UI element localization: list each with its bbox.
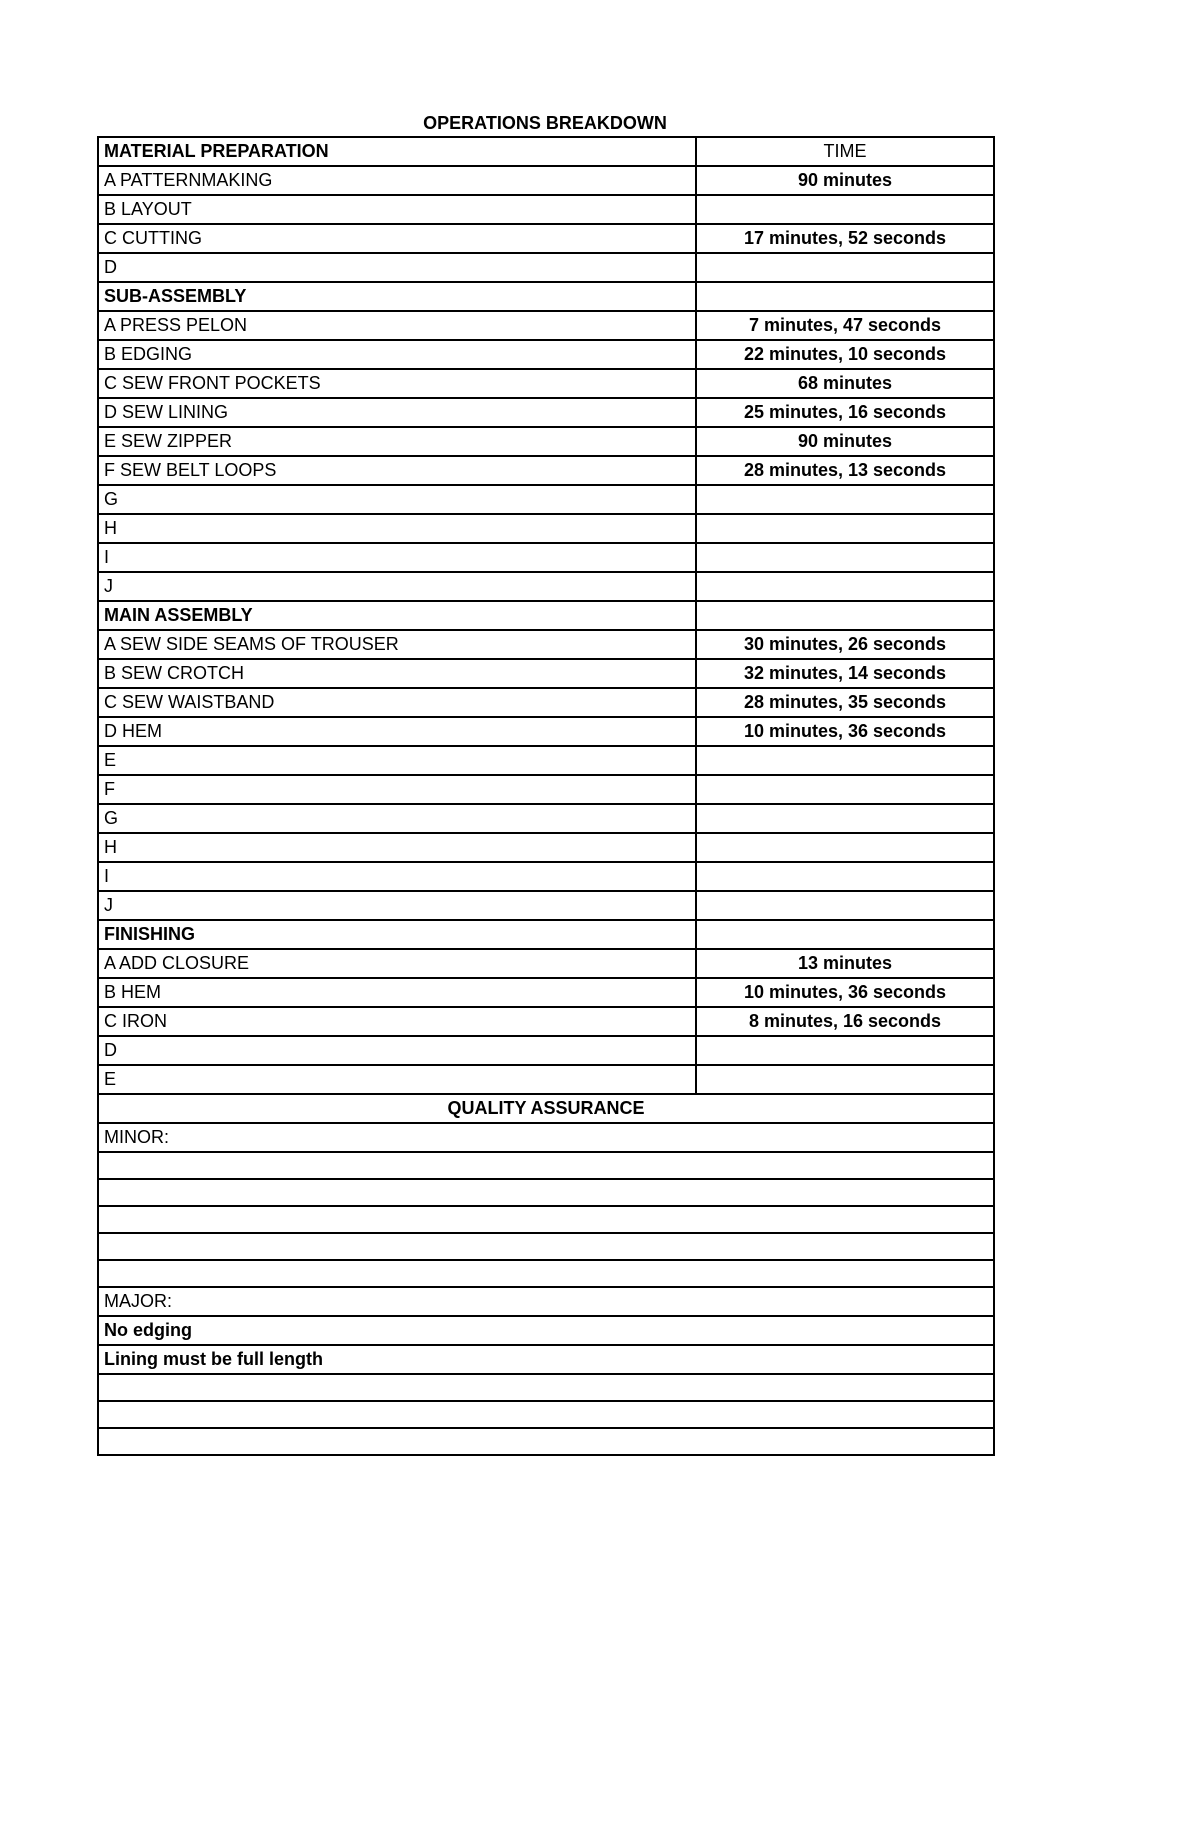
- time-cell[interactable]: [696, 804, 994, 833]
- table-row: [98, 340, 994, 369]
- operation-cell[interactable]: E SEW ZIPPER: [98, 427, 696, 456]
- operation-cell[interactable]: I: [98, 862, 696, 891]
- time-cell[interactable]: 90 minutes: [696, 427, 994, 456]
- operation-cell[interactable]: D SEW LINING: [98, 398, 696, 427]
- time-cell[interactable]: 28 minutes, 13 seconds: [696, 456, 994, 485]
- operation-cell[interactable]: J: [98, 891, 696, 920]
- time-cell[interactable]: 25 minutes, 16 seconds: [696, 398, 994, 427]
- operation-cell[interactable]: E: [98, 746, 696, 775]
- qa-row: [98, 1428, 994, 1455]
- qa-row: [98, 1316, 994, 1345]
- table-row: [98, 224, 994, 253]
- table-row: [98, 1007, 994, 1036]
- operation-cell[interactable]: A PRESS PELON: [98, 311, 696, 340]
- qa-note-cell[interactable]: MAJOR:: [98, 1287, 994, 1316]
- qa-row: [98, 1233, 994, 1260]
- qa-note-cell[interactable]: [98, 1152, 994, 1179]
- table-row: [98, 1065, 994, 1094]
- time-cell[interactable]: 10 minutes, 36 seconds: [696, 978, 994, 1007]
- table-row: [98, 978, 994, 1007]
- page-title: OPERATIONS BREAKDOWN: [423, 113, 667, 133]
- time-cell[interactable]: [696, 746, 994, 775]
- qa-row: [98, 1123, 994, 1152]
- time-cell[interactable]: 30 minutes, 26 seconds: [696, 630, 994, 659]
- table-row: [98, 282, 994, 311]
- time-cell[interactable]: [696, 572, 994, 601]
- qa-row: [98, 1206, 994, 1233]
- qa-note-cell[interactable]: MINOR:: [98, 1123, 994, 1152]
- table-row: [98, 456, 994, 485]
- operation-cell[interactable]: G: [98, 485, 696, 514]
- operation-cell[interactable]: B HEM: [98, 978, 696, 1007]
- operation-cell[interactable]: C SEW FRONT POCKETS: [98, 369, 696, 398]
- table-row: [98, 833, 994, 862]
- operation-cell[interactable]: A PATTERNMAKING: [98, 166, 696, 195]
- table-row: [98, 688, 994, 717]
- time-cell[interactable]: [696, 514, 994, 543]
- operation-cell[interactable]: MAIN ASSEMBLY: [98, 601, 696, 630]
- operation-cell[interactable]: C SEW WAISTBAND: [98, 688, 696, 717]
- table-row: [98, 949, 994, 978]
- qa-row: [98, 1287, 994, 1316]
- time-cell[interactable]: [696, 601, 994, 630]
- header-material-preparation[interactable]: MATERIAL PREPARATION: [98, 137, 696, 166]
- table-row: [98, 891, 994, 920]
- time-cell[interactable]: 90 minutes: [696, 166, 994, 195]
- operation-cell[interactable]: G: [98, 804, 696, 833]
- table-row: [98, 804, 994, 833]
- operations-table: [97, 136, 995, 1456]
- time-cell[interactable]: [696, 1065, 994, 1094]
- table-row: [98, 1036, 994, 1065]
- time-cell[interactable]: [696, 891, 994, 920]
- table-row: [98, 398, 994, 427]
- table-row: [98, 514, 994, 543]
- table-row: [98, 862, 994, 891]
- table-row: [98, 775, 994, 804]
- table-row: [98, 195, 994, 224]
- qa-note-cell[interactable]: [98, 1233, 994, 1260]
- qa-row: [98, 1345, 994, 1374]
- time-cell[interactable]: 10 minutes, 36 seconds: [696, 717, 994, 746]
- table-row: [98, 572, 994, 601]
- table-row: [98, 630, 994, 659]
- operation-cell[interactable]: H: [98, 833, 696, 862]
- qa-title-row: [98, 1094, 994, 1123]
- table-row: [98, 166, 994, 195]
- operation-cell[interactable]: H: [98, 514, 696, 543]
- qa-note-cell[interactable]: [98, 1260, 994, 1287]
- operation-cell[interactable]: C CUTTING: [98, 224, 696, 253]
- qa-note-cell[interactable]: Lining must be full length: [98, 1345, 994, 1374]
- operation-cell[interactable]: J: [98, 572, 696, 601]
- qa-note-cell[interactable]: [98, 1401, 994, 1428]
- time-cell[interactable]: [696, 543, 994, 572]
- time-cell[interactable]: [696, 833, 994, 862]
- table-row: [98, 253, 994, 282]
- qa-note-cell[interactable]: [98, 1206, 994, 1233]
- operation-cell[interactable]: B LAYOUT: [98, 195, 696, 224]
- qa-note-cell[interactable]: [98, 1428, 994, 1455]
- time-cell[interactable]: 13 minutes: [696, 949, 994, 978]
- header-time[interactable]: TIME: [696, 137, 994, 166]
- table-row: [98, 920, 994, 949]
- qa-note-cell[interactable]: [98, 1374, 994, 1401]
- time-cell[interactable]: 8 minutes, 16 seconds: [696, 1007, 994, 1036]
- time-cell[interactable]: 32 minutes, 14 seconds: [696, 659, 994, 688]
- table-row: [98, 311, 994, 340]
- header-row: [98, 137, 994, 166]
- time-cell[interactable]: 22 minutes, 10 seconds: [696, 340, 994, 369]
- time-cell[interactable]: [696, 195, 994, 224]
- table-row: [98, 427, 994, 456]
- table-row: [98, 369, 994, 398]
- operation-cell[interactable]: A ADD CLOSURE: [98, 949, 696, 978]
- table-row: [98, 601, 994, 630]
- operation-cell[interactable]: A SEW SIDE SEAMS OF TROUSER: [98, 630, 696, 659]
- qa-row: [98, 1260, 994, 1287]
- qa-row: [98, 1374, 994, 1401]
- time-cell[interactable]: 7 minutes, 47 seconds: [696, 311, 994, 340]
- operation-cell[interactable]: SUB-ASSEMBLY: [98, 282, 696, 311]
- time-cell[interactable]: [696, 282, 994, 311]
- time-cell[interactable]: 28 minutes, 35 seconds: [696, 688, 994, 717]
- operation-cell[interactable]: D: [98, 1036, 696, 1065]
- time-cell[interactable]: 17 minutes, 52 seconds: [696, 224, 994, 253]
- qa-row: [98, 1401, 994, 1428]
- time-cell[interactable]: [696, 862, 994, 891]
- operation-cell[interactable]: FINISHING: [98, 920, 696, 949]
- table-row: [98, 659, 994, 688]
- time-cell[interactable]: 68 minutes: [696, 369, 994, 398]
- time-cell[interactable]: [696, 920, 994, 949]
- time-cell[interactable]: [696, 253, 994, 282]
- qa-note-cell[interactable]: No edging: [98, 1316, 994, 1345]
- qa-row: [98, 1152, 994, 1179]
- time-cell[interactable]: [696, 485, 994, 514]
- table-row: [98, 746, 994, 775]
- qa-row: [98, 1179, 994, 1206]
- operation-cell[interactable]: F: [98, 775, 696, 804]
- quality-assurance-title[interactable]: QUALITY ASSURANCE: [98, 1094, 994, 1123]
- table-row: [98, 543, 994, 572]
- operation-cell[interactable]: C IRON: [98, 1007, 696, 1036]
- time-cell[interactable]: [696, 1036, 994, 1065]
- operation-cell[interactable]: B EDGING: [98, 340, 696, 369]
- operation-cell[interactable]: D: [98, 253, 696, 282]
- time-cell[interactable]: [696, 775, 994, 804]
- table-row: [98, 485, 994, 514]
- operation-cell[interactable]: D HEM: [98, 717, 696, 746]
- operation-cell[interactable]: E: [98, 1065, 696, 1094]
- operation-cell[interactable]: B SEW CROTCH: [98, 659, 696, 688]
- operation-cell[interactable]: I: [98, 543, 696, 572]
- qa-note-cell[interactable]: [98, 1179, 994, 1206]
- operation-cell[interactable]: F SEW BELT LOOPS: [98, 456, 696, 485]
- table-row: [98, 717, 994, 746]
